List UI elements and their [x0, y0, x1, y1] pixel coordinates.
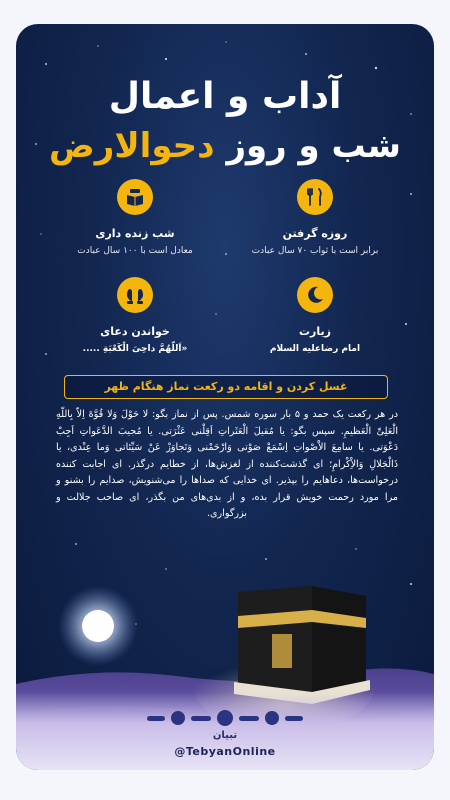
feature-pilgrimage-title: زیارت — [299, 325, 331, 338]
footer — [16, 692, 434, 770]
moon — [82, 610, 114, 642]
title-line-2 — [16, 126, 434, 166]
title-line-2-white: شب و روز — [226, 126, 401, 166]
social-handle[interactable]: @TebyanOnline — [174, 745, 276, 758]
feature-night-vigil-title: شب زنده داری — [95, 227, 175, 240]
bowl-utensils-icon — [297, 179, 333, 215]
crescent-moon-icon — [297, 277, 333, 313]
feature-fasting — [225, 179, 405, 256]
feature-dua-title: خواندن دعای — [100, 325, 170, 338]
feature-fasting-title: روزه گرفتن — [282, 227, 348, 240]
feature-night-vigil-subtitle: معادل است با ۱۰۰ سال عبادت — [77, 246, 193, 256]
feature-dua-subtitle: «اَللّهُمَّ داحِیَ الْکَعْبَةِ ..... — [82, 344, 188, 354]
kaaba — [234, 586, 370, 704]
prayer-banner: غسل کردن و اقامه دو رکعت نماز هنگام ظهر — [64, 375, 388, 399]
feature-dua — [45, 277, 225, 354]
poster-card — [16, 24, 434, 770]
brand-name: تبیان — [212, 730, 238, 741]
feature-night-vigil — [45, 179, 225, 256]
tebyan-logo — [147, 710, 303, 726]
title-line-1: آداب و اعمال — [108, 76, 342, 117]
praying-hands-icon — [117, 277, 153, 313]
title-line-2-yellow: دحوالارض — [49, 126, 215, 166]
quran-book-icon — [117, 179, 153, 215]
feature-pilgrimage-subtitle: امام رضاعلیه السلام — [269, 344, 361, 354]
feature-pilgrimage — [225, 277, 405, 354]
feature-fasting-subtitle: برابر است با ثواب ۷۰ سال عبادت — [251, 246, 379, 256]
prayer-text: در هر رکعت یک حمد و ۵ بار سوره شمس. پس از نماز بگو: لا حَوْلَ وَلا قُوَّةَ اِلاّ بِاللّهِ الْعَلِیِّ الْعَظیمِ. سپس بگو: یا مُقیلَ الْعَثَراتِ اَقِلْنی عَثْرَتی. یا مُجیبَ الدَّعَواتِ اَجِبْ دَعْوَتی. یا سامِعَ الاَْصْواتِ اِسْمَعْ صَوْتی وَارْحَمْنی وَتَجاوَزْ عَنْ سَیِّئاتی وَما عِنْدی، یا ذَالْجَلالِ وَالاِْکْرامِ؛ ای گذشت‌کننده از لغزش‌ها، از خطایم درگذر. ای اجابت کننده درخواست‌ها، دعاهایم را بپذیر. ای خدایی که صداها را می‌شنویش، صدایم را بشنو و مرا مورد رحمت خویش قرار بده، و از بدی‌های من بگذر، ای صاحب جلالت و بزرگواری. — [56, 409, 398, 519]
